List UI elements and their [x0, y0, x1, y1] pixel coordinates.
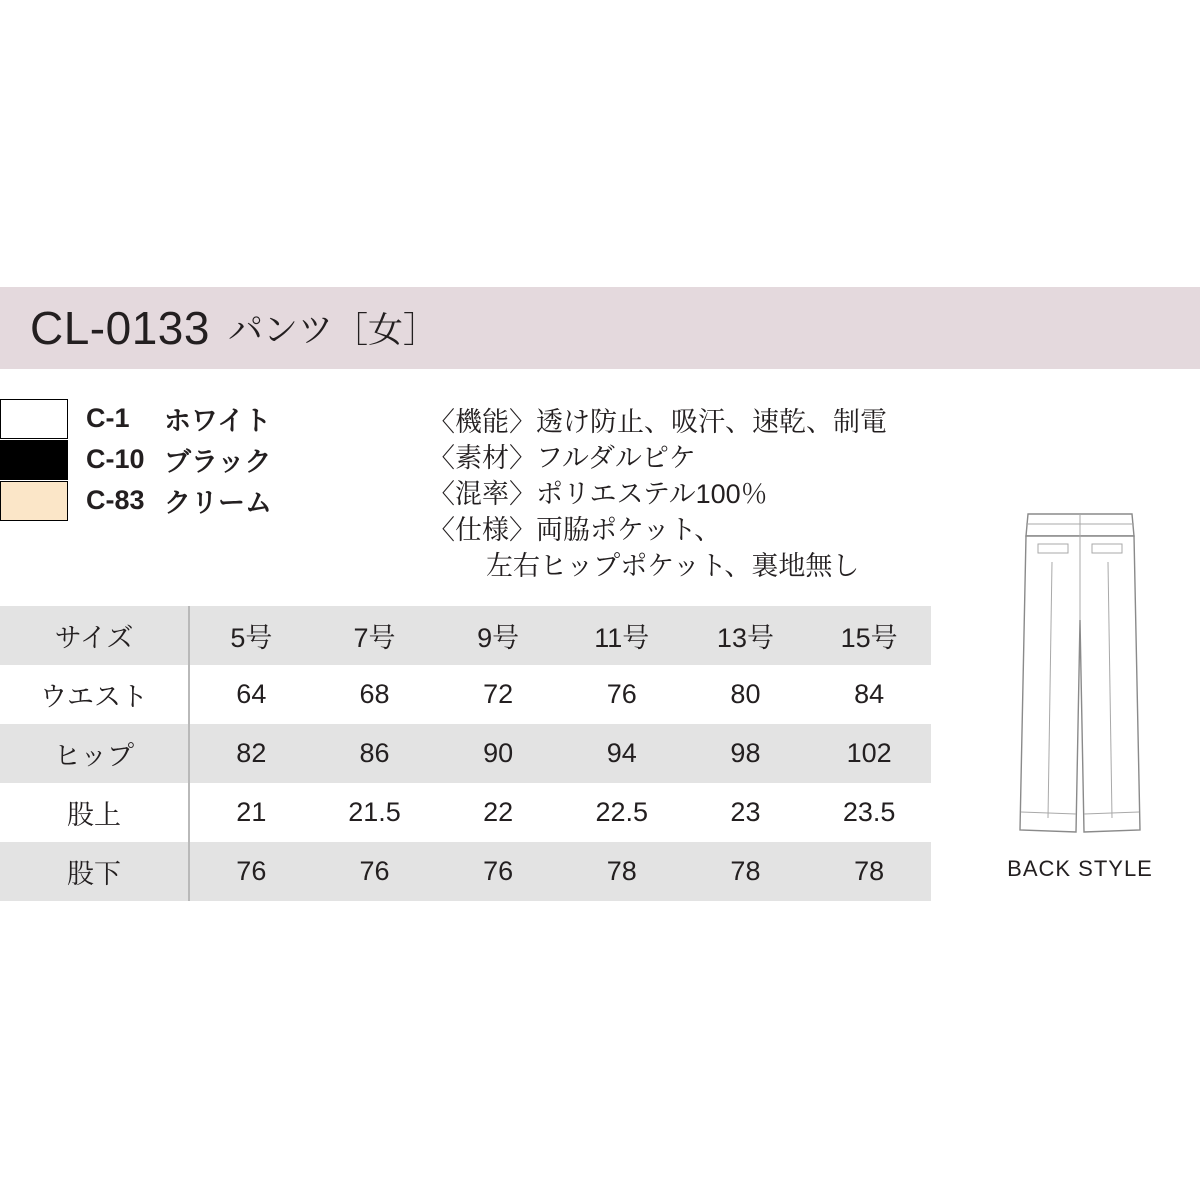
table-row-waist: [0, 665, 931, 724]
color-label: ホワイト: [164, 406, 272, 436]
size-header-cell: 5号: [189, 606, 313, 665]
cell-value: 64: [189, 665, 313, 724]
spec-material: 〈素材〉フルダルピケ: [428, 443, 696, 473]
cell-value: 76: [436, 842, 560, 901]
white-swatch: [0, 399, 68, 439]
cell-value: 94: [560, 724, 684, 783]
spec-composition: 〈混率〉ポリエステル100％: [428, 479, 768, 509]
size-header-cell: 15号: [807, 606, 931, 665]
color-option-c1: [0, 398, 420, 439]
cell-value: 23: [684, 783, 808, 842]
cell-value: 78: [684, 842, 808, 901]
pants-back-drawing: [990, 500, 1170, 850]
cell-value: 76: [313, 842, 437, 901]
table-row-hip: [0, 724, 931, 783]
product-name: パンツ［女］: [227, 311, 438, 350]
cell-value: 98: [684, 724, 808, 783]
color-option-c10: [0, 439, 420, 480]
cell-value: 76: [560, 665, 684, 724]
black-swatch: [0, 440, 68, 480]
cell-value: 78: [807, 842, 931, 901]
product-code: CL-0133: [30, 302, 210, 354]
color-code: C-83: [86, 485, 145, 515]
cell-value: 22.5: [560, 783, 684, 842]
cell-value: 86: [313, 724, 437, 783]
size-header-cell: 13号: [684, 606, 808, 665]
row-label: ウエスト: [0, 665, 189, 724]
cell-value: 22: [436, 783, 560, 842]
table-row-rise: [0, 783, 931, 842]
color-label: ブラック: [164, 447, 272, 477]
cell-value: 68: [313, 665, 437, 724]
back-style-illustration: [985, 500, 1175, 882]
cell-value: 90: [436, 724, 560, 783]
cell-value: 23.5: [807, 783, 931, 842]
spec-function: 〈機能〉透け防止、吸汗、速乾、制電: [428, 407, 887, 437]
size-table: [0, 606, 932, 901]
cell-value: 102: [807, 724, 931, 783]
cell-value: 72: [436, 665, 560, 724]
cell-value: 21.5: [313, 783, 437, 842]
cell-value: 78: [560, 842, 684, 901]
table-row-inseam: [0, 842, 931, 901]
row-label: ヒップ: [0, 724, 189, 783]
color-code: C-10: [86, 444, 145, 474]
color-label: クリーム: [164, 488, 272, 518]
cell-value: 84: [807, 665, 931, 724]
size-header-cell: 9号: [436, 606, 560, 665]
spec-block: [428, 404, 988, 584]
cell-value: 76: [189, 842, 313, 901]
color-list: [0, 398, 420, 521]
cell-value: 21: [189, 783, 313, 842]
row-label: 股下: [0, 842, 189, 901]
color-option-c83: [0, 480, 420, 521]
product-title-bar: [0, 287, 1200, 369]
cell-value: 80: [684, 665, 808, 724]
spec-details-cont: 左右ヒップポケット、裏地無し: [486, 551, 860, 581]
row-label: 股上: [0, 783, 189, 842]
color-code: C-1: [86, 403, 130, 433]
cream-swatch: [0, 481, 68, 521]
spec-details: 〈仕様〉両脇ポケット、: [428, 515, 722, 545]
cell-value: 82: [189, 724, 313, 783]
table-row-header: [0, 606, 931, 665]
size-header-cell: 11号: [560, 606, 684, 665]
back-style-label: BACK STYLE: [1007, 856, 1153, 881]
size-header-cell: 7号: [313, 606, 437, 665]
size-header-label: サイズ: [0, 606, 189, 665]
